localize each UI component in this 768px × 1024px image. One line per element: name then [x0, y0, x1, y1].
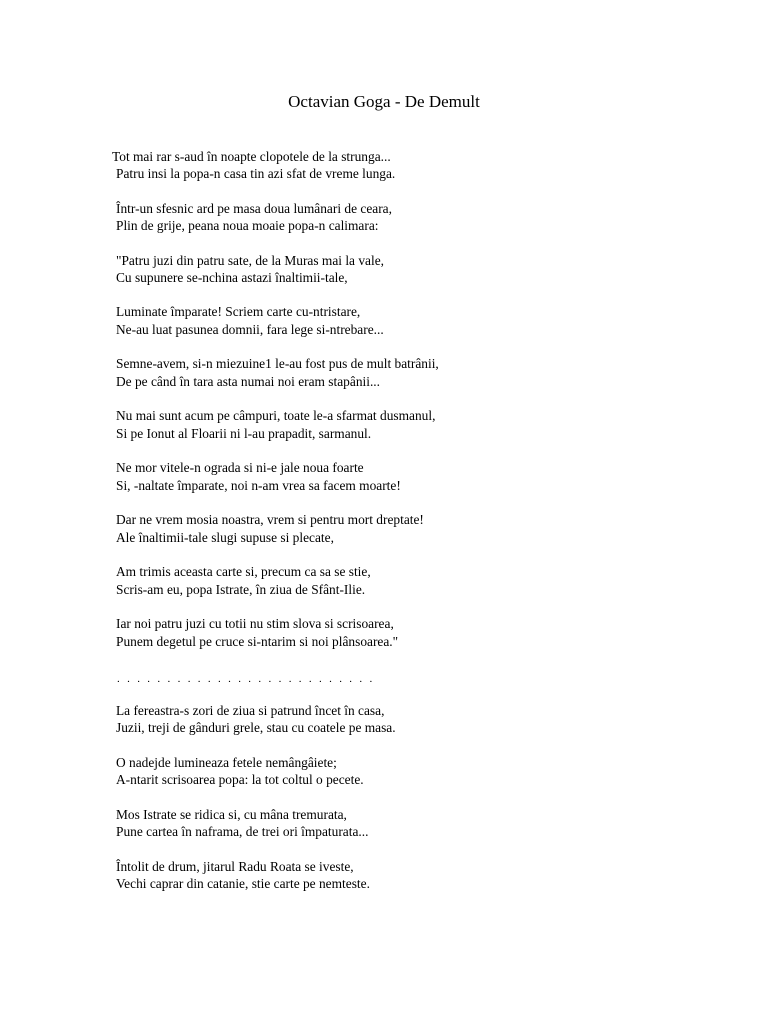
poem-title: Octavian Goga - De Demult [288, 92, 480, 111]
poem-line: Si pe Ionut al Floarii ni l-au prapadit, sarmanul. [116, 426, 372, 441]
poem-line: Plin de grije, peana noua moaie popa-n calimara: [116, 218, 379, 233]
poem-line: Tot mai rar s-aud în noapte clopotele de la strunga... [112, 149, 391, 164]
poem-line: O nadejde lumineaza fetele nemângâiete; [116, 755, 337, 770]
poem-line: Luminate împarate! Scriem carte cu-ntristare, [116, 304, 361, 319]
poem-line: "Patru juzi din patru sate, de la Muras mai la vale, [116, 253, 384, 268]
poem-line: Ale înaltimii-tale slugi supuse si plecate, [116, 530, 334, 545]
poem-line: Patru insi la popa-n casa tin azi sfat de vreme lunga. [116, 166, 396, 181]
section-separator: . . . . . . . . . . . . . . . . . . . . . . . . . . [117, 673, 375, 685]
poem-line: Într-un sfesnic ard pe masa doua lumânari de ceara, [116, 201, 392, 216]
poem-line: Pune cartea în naframa, de trei ori împaturata... [116, 824, 369, 839]
poem-line: Punem degetul pe cruce si-ntarim si noi plânsoarea." [116, 634, 399, 649]
poem-line: Nu mai sunt acum pe câmpuri, toate le-a sfarmat dusmanul, [116, 408, 436, 423]
poem-line: Scris-am eu, popa Istrate, în ziua de Sfânt-Ilie. [116, 582, 366, 597]
poem-line: A-ntarit scrisoarea popa: la tot coltul o pecete. [116, 772, 364, 787]
poem-line: Ne mor vitele-n ograda si ni-e jale noua foarte [116, 460, 364, 475]
poem-line: La fereastra-s zori de ziua si patrund încet în casa, [116, 703, 385, 718]
poem-line: Mos Istrate se ridica si, cu mâna tremurata, [116, 807, 347, 822]
poem-line: Cu supunere se-nchina astazi înaltimii-tale, [116, 270, 348, 285]
poem-line: De pe când în tara asta numai noi eram stapânii... [116, 374, 380, 389]
poem-line: Dar ne vrem mosia noastra, vrem si pentru mort dreptate! [116, 512, 424, 527]
poem-line: Am trimis aceasta carte si, precum ca sa se stie, [116, 564, 371, 579]
poem-line: Întolit de drum, jitarul Radu Roata se iveste, [116, 859, 354, 874]
poem-line: Si, -naltate împarate, noi n-am vrea sa facem moarte! [116, 478, 401, 493]
poem-line: Vechi caprar din catanie, stie carte pe nemteste. [116, 876, 370, 891]
poem-line: Ne-au luat pasunea domnii, fara lege si-ntrebare... [116, 322, 384, 337]
poem-line: Juzii, treji de gânduri grele, stau cu coatele pe masa. [116, 720, 396, 735]
poem-line: Iar noi patru juzi cu totii nu stim slova si scrisoarea, [116, 616, 394, 631]
poem-line: Semne-avem, si-n miezuine1 le-au fost pus de mult batrânii, [116, 356, 439, 371]
